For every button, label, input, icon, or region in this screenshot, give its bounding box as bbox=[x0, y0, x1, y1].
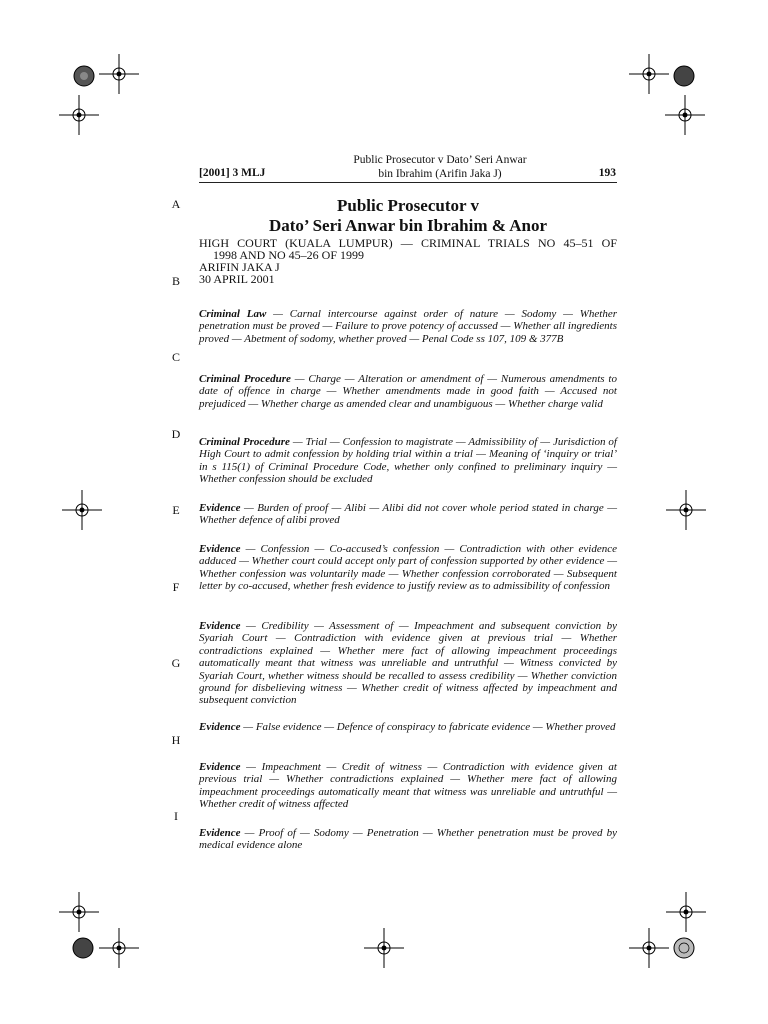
running-title bbox=[330, 153, 550, 181]
headnote-text: — Proof of — Sodomy — Penetration — Whether penetration must be proved by medical evidence alone bbox=[199, 827, 617, 852]
headnote-text: — Carnal intercourse against order of nature — Sodomy — Whether penetration must be proved — Failure to prove potency of accussed — Whether all ingredients proved — Abetment of sodomy, whether proved — Penal Code ss 107, 109 & 377B bbox=[199, 308, 617, 345]
margin-letter-e: E bbox=[172, 503, 180, 517]
headnote-keyword: Criminal Procedure bbox=[199, 436, 290, 448]
registration-mark-middle-left bbox=[62, 490, 102, 530]
court-details bbox=[199, 237, 617, 285]
court-line1: HIGH COURT (KUALA LUMPUR) — CRIMINAL TRIALS NO 45–51 OF bbox=[199, 236, 617, 250]
headnote-text: — Impeachment — Credit of witness — Contradiction with evidence given at previous trial — Whether contradictions explained — Whether mere fact of allowing impeachment proceedings automatically meant that witness was unreliable and untruthful — Whether credit of witness affected bbox=[199, 761, 617, 811]
margin-letter-c: C bbox=[171, 350, 180, 364]
headnote bbox=[199, 373, 617, 410]
headnote-keyword: Evidence bbox=[199, 502, 241, 514]
headnote-keyword: Criminal Procedure bbox=[199, 373, 291, 385]
headnote bbox=[199, 721, 617, 733]
color-target-bottom-right bbox=[673, 937, 695, 959]
header-rule bbox=[199, 182, 617, 183]
margin-letter-h: H bbox=[171, 733, 181, 747]
headnote-keyword: Evidence bbox=[199, 543, 241, 555]
margin-letter-f: F bbox=[172, 580, 180, 594]
decision-date: 30 APRIL 2001 bbox=[199, 272, 275, 286]
headnote-keyword: Criminal Law bbox=[199, 308, 267, 320]
registration-mark-bottom-right-2 bbox=[629, 928, 669, 968]
headnote-text: — Charge — Alteration or amendment of — Numerous amendments to date of offence in charge — Whether amendments made in good faith — Accused not prejudiced — Whether charge as amended clear and unambiguous — Whether charge valid bbox=[199, 373, 617, 410]
headnote bbox=[199, 308, 617, 345]
registration-mark-top-right bbox=[629, 54, 669, 94]
headnote bbox=[199, 827, 617, 852]
headnote-text: — Trial — Confession to magistrate — Admissibility of — Jurisdiction of High Court to admit confession by holding trial within a trial — Meaning of ‘inquiry or trial’ in s 115(1) of Criminal Procedure Code, whether only confined to preliminary inquiry — Whether confession should be excluded bbox=[199, 436, 617, 486]
margin-letter-b: B bbox=[171, 274, 180, 288]
headnote-keyword: Evidence bbox=[199, 721, 241, 733]
registration-mark-bottom-center bbox=[364, 928, 404, 968]
case-title bbox=[199, 196, 617, 236]
registration-mark-middle-right bbox=[666, 490, 706, 530]
headnote bbox=[199, 543, 617, 593]
color-target-top-left bbox=[73, 65, 95, 87]
case-title-line2: Dato’ Seri Anwar bin Ibrahim & Anor bbox=[268, 216, 547, 235]
court-line2: 1998 AND NO 45–26 OF 1999 bbox=[213, 248, 365, 262]
headnote bbox=[199, 620, 617, 707]
running-title-line1: Public Prosecutor v Dato’ Seri Anwar bbox=[353, 154, 527, 166]
headnote-text: — Credibility — Assessment of — Impeachment and subsequent conviction by Syariah Court — Contradiction with evidence given at previous trial — Whether contradictions explained — Whether mere fact of allowing impeachment proceedings automatically meant that witness was unreliable and untruthful — Witness convicted by Syariah Court, whether witness should be recalled to assess credibility — Whether conviction ground for disbelieving witness — Whether credit of witness affected by impeachment and subsequent conviction bbox=[199, 620, 617, 707]
registration-mark-bottom-left-2 bbox=[99, 928, 139, 968]
margin-letter-a: A bbox=[171, 197, 181, 211]
page-number: 193 bbox=[598, 167, 616, 179]
headnote bbox=[199, 502, 617, 527]
margin-letter-d: D bbox=[171, 427, 181, 441]
color-target-top-right bbox=[673, 65, 695, 87]
headnote-keyword: Evidence bbox=[199, 620, 241, 632]
margin-letter-g: G bbox=[171, 656, 181, 670]
headnote-text: — Confession — Co-accused’s confession — Contradiction with other evidence adduced — Whether court could accept only part of confession supported by other evidence — Whether confession was voluntarily made — Whether confession corroborated — Subsequent letter by co-accused, whether fresh evidence to justify review as to admissibility of confession bbox=[199, 543, 617, 593]
registration-mark-bottom-right bbox=[666, 892, 706, 932]
headnote bbox=[199, 436, 617, 486]
color-target-bottom-left bbox=[72, 937, 94, 959]
case-title-line1: Public Prosecutor v bbox=[337, 196, 479, 215]
judge: ARIFIN JAKA J bbox=[199, 260, 280, 274]
running-title-line2: bin Ibrahim (Arifin Jaka J) bbox=[378, 168, 502, 180]
registration-mark-bottom-left bbox=[59, 892, 99, 932]
headnote-text: — Burden of proof — Alibi — Alibi did not cover whole period stated in charge — Whether defence of alibi proved bbox=[199, 502, 617, 527]
registration-mark-top-left bbox=[99, 54, 139, 94]
headnote-keyword: Evidence bbox=[199, 761, 241, 773]
headnote-keyword: Evidence bbox=[199, 827, 241, 839]
headnote bbox=[199, 761, 617, 811]
margin-letter-i: I bbox=[174, 809, 178, 823]
registration-mark-top-right-2 bbox=[665, 95, 705, 135]
headnote-text: — False evidence — Defence of conspiracy to fabricate evidence — Whether proved bbox=[240, 721, 616, 733]
citation: [2001] 3 MLJ bbox=[199, 167, 266, 179]
registration-mark-top-left-2 bbox=[59, 95, 99, 135]
